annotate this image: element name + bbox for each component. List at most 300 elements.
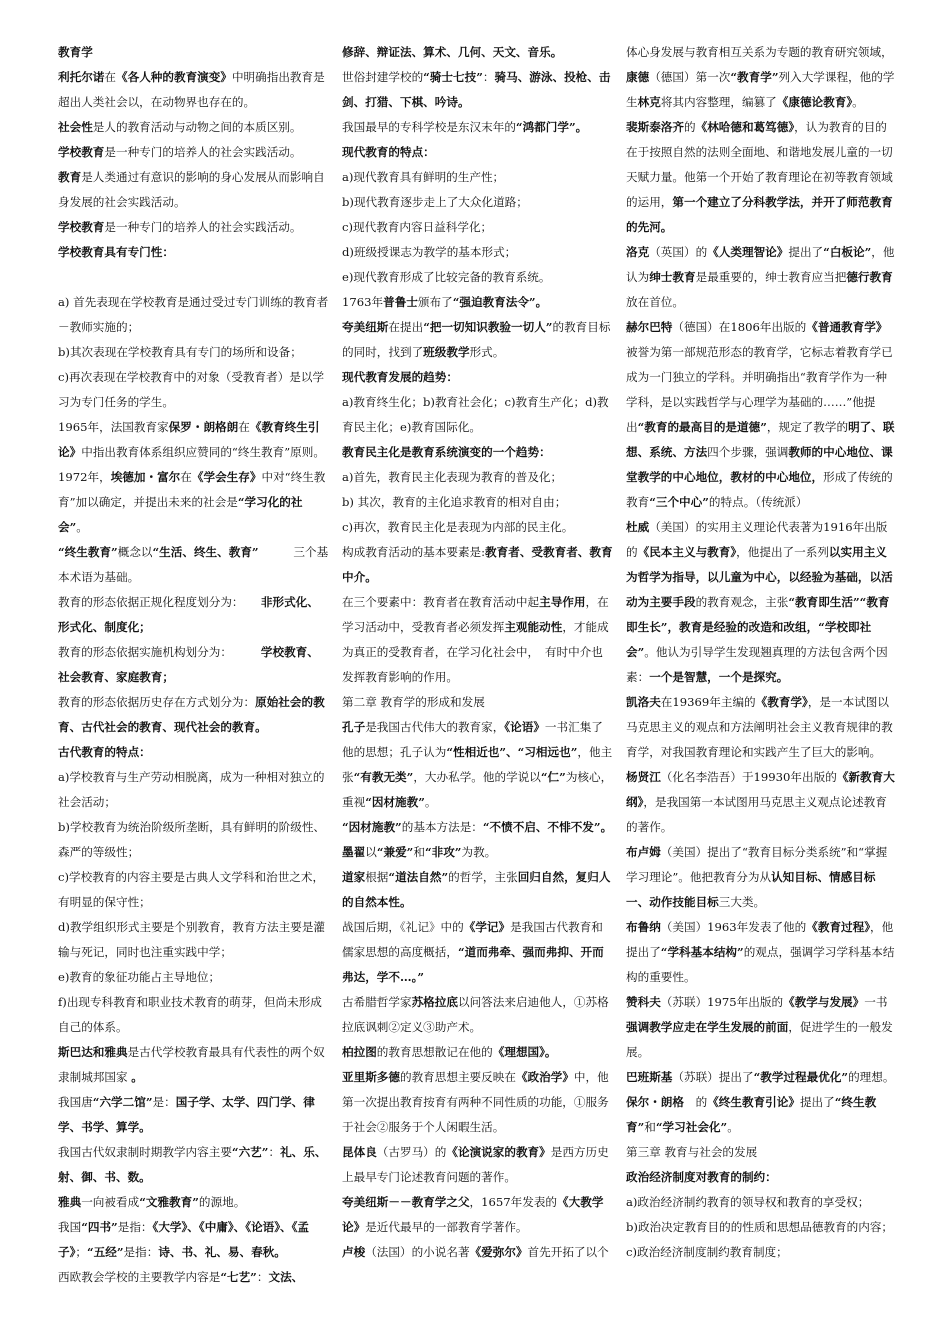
text-run: ，他主张 <box>342 745 613 784</box>
bold-text: 《学会生存》 <box>191 470 262 484</box>
bold-text: “生活、终生、教育” <box>152 545 259 559</box>
bold-text: 社会性 <box>58 120 93 134</box>
paragraph <box>342 165 614 190</box>
paragraph <box>58 865 330 915</box>
paragraph <box>58 365 330 415</box>
paragraph <box>58 1040 330 1090</box>
bold-text: 《康德论教育》 <box>776 95 853 109</box>
text-run: ，是一本试图以马克思主义的观点和方法阐明社会主义教育规律的教育学，对我国教育理论和实践产生了巨大的影响。 <box>626 695 893 759</box>
bold-text: 《教学与发展》 <box>783 995 865 1009</box>
bold-text: “四书” <box>81 1220 118 1234</box>
bold-text: 《论演说家的教育》 <box>446 1145 551 1159</box>
bold-text: “终生教育” <box>58 545 118 559</box>
paragraph <box>58 415 330 465</box>
paragraph <box>342 990 614 1040</box>
text-run: f)出现专科教育和职业技术教育的萌芽，但尚未形成自己的体系。 <box>58 995 322 1034</box>
text-run: 我国 <box>58 1220 82 1234</box>
text-run: 体心身发展与教育相互关系为专题的教育研究领域， <box>626 45 893 59</box>
bold-text: 文法、 <box>268 1270 304 1284</box>
bold-text: 保尔・朗格 <box>626 1095 684 1109</box>
paragraph <box>58 1215 330 1265</box>
paragraph <box>58 990 330 1040</box>
text-run: ，是我国第一本试图用马克思主义观点论述教育的著作。 <box>626 795 887 834</box>
paragraph <box>58 40 330 65</box>
text-run: 中，他第一次提出教育按育有两种不同性质的功能，①服务于社会②服务于个人闲暇生活。 <box>342 1070 609 1134</box>
text-run: 。 <box>76 520 88 534</box>
text-run: ，他提出了一系列 <box>736 545 829 559</box>
text-run: ： <box>256 1270 269 1284</box>
bold-text: 巴班斯基 <box>626 1070 673 1084</box>
text-run: 。他认为引导学生发现翘真理的方法包含两个因素： <box>626 645 888 684</box>
paragraph <box>342 315 614 365</box>
text-run: 是指： <box>117 1220 153 1234</box>
text-run: 第二章 教育学的形成和发展 <box>342 695 485 709</box>
bold-text: 康德 <box>626 70 650 84</box>
bold-text: 布鲁纳 <box>626 920 661 934</box>
paragraph <box>58 690 330 740</box>
bold-text: 《新教育大纲》 <box>626 770 895 809</box>
paragraph <box>626 840 898 915</box>
text-run: 被誉为第一部规范形态的教育学，它标志着教育学已成为一门独立的学科。并明确指出“教育学作为一种学科，是以实践哲学与心理学为基础的……”他提出 <box>626 345 893 434</box>
text-run: d)教学组织形式主要是个别教育，教育方法主要是灌输与死记，同时也注重实践中学； <box>58 920 326 959</box>
paragraph <box>58 140 330 165</box>
text-run: 一书 <box>864 995 888 1009</box>
text-run: 的特点。（传统派） <box>708 495 808 509</box>
bold-text: 《普通教育学》 <box>806 320 888 334</box>
bold-text: 《民本主义与教育》 <box>637 545 737 559</box>
bold-text: 学校教育 <box>58 220 105 234</box>
bold-text: 普鲁士 <box>383 295 418 309</box>
bold-text: 《各人种的教育演变》 <box>116 70 232 84</box>
text-run: b)其次表现在学校教育具有专门的场所和设备； <box>58 345 302 359</box>
bold-text: 政治经济制度对教育的制约： <box>626 1170 777 1184</box>
text-run: 的基本方法是： <box>401 820 483 834</box>
paragraph <box>342 840 614 865</box>
bold-text: 《论语》 <box>504 720 545 734</box>
bold-text: 斯巴达和雅典 <box>58 1045 128 1059</box>
bold-text: “道法自然” <box>388 870 449 884</box>
bold-text: “终生教育” <box>626 1095 877 1134</box>
paragraph <box>626 690 898 765</box>
bold-text: 赞科夫 <box>626 995 661 1009</box>
bold-text: 埃德加・富尔 <box>110 470 181 484</box>
text-run: 四个步骤，强调 <box>707 445 789 459</box>
text-run: 在 <box>180 470 192 484</box>
paragraph <box>58 65 330 115</box>
text-run: 是最重要的，绅士教育应当把 <box>695 270 847 284</box>
text-run: 是人的教育活动与动物之间的本质区别。 <box>92 120 302 134</box>
bold-text: 林克 <box>637 95 661 109</box>
paragraph <box>626 1140 898 1165</box>
bold-text: 修辞、辩证法、算术、几何、天文、音乐。 <box>342 45 563 59</box>
bold-text: “七艺” <box>220 1270 257 1284</box>
text-run: （美国）1963年发表了他的 <box>660 920 807 934</box>
paragraph <box>626 515 898 690</box>
paragraph <box>626 1065 898 1090</box>
paragraph <box>626 1165 898 1190</box>
text-run: 和 <box>413 845 425 859</box>
text-run: 战国后期，《礼记》中的 <box>342 920 464 934</box>
bold-text: 《政治学》 <box>515 1070 574 1084</box>
paragraph <box>342 240 614 265</box>
paragraph <box>342 365 614 390</box>
text-run: ，认为教育的目的在于按照自然的法则全面地、和谐地发展儿童的一切天赋力量。他第一个开始了教育理论在初等教育领域的运用， <box>626 120 893 209</box>
text-run: 提出了 <box>788 245 824 259</box>
paragraph <box>342 715 614 815</box>
bold-text: 夸美纽斯 <box>342 320 389 334</box>
text-run: （美国）的实用主义理论代表著为1916年出版的 <box>626 520 888 559</box>
text-run: 以 <box>365 845 377 859</box>
text-run: 提出了 <box>799 1095 835 1109</box>
text-run: 三个基本术语为基础。 <box>58 545 329 584</box>
bold-text: “白板论” <box>823 245 872 259</box>
text-run: 的教育目标的同时，找到了 <box>342 320 611 359</box>
bold-text: 学校教育具有专门性： <box>58 245 174 259</box>
bold-text: 教师的中心地位、课堂教学的中心地位，教材的中心地位， <box>626 445 893 484</box>
paragraph <box>342 290 614 315</box>
bold-text: 班级教学 <box>423 345 470 359</box>
text-column-1 <box>58 40 330 1290</box>
paragraph <box>342 465 614 490</box>
bold-text: 卢梭 <box>342 1245 366 1259</box>
paragraph <box>58 340 330 365</box>
text-run: ，1657年发表的 <box>469 1195 558 1209</box>
bold-text: 教育者、受教育者、教育中介。 <box>342 545 613 584</box>
text-run: 我国唐 <box>58 1095 93 1109</box>
bold-text: 雅典 <box>58 1195 82 1209</box>
paragraph <box>342 915 614 990</box>
bold-text: “六艺” <box>231 1145 269 1159</box>
bold-text: “不愤不启、不悱不发”。 <box>482 820 613 834</box>
bold-text: 《教育过程》 <box>806 920 871 934</box>
paragraph <box>58 1090 330 1140</box>
text-run: ： <box>268 1145 281 1159</box>
paragraph <box>342 40 614 65</box>
text-run: 是我国古代伟大的教育家， <box>365 720 505 734</box>
text-run: 在三个要素中：教育者在教育活动中起 <box>342 595 540 609</box>
bold-text: 教育学 <box>58 45 93 59</box>
bold-text: “因材施教” <box>365 795 425 809</box>
bold-text: 《人类理智论》 <box>707 245 789 259</box>
paragraph <box>626 1240 898 1265</box>
paragraph <box>58 540 330 590</box>
text-run: c)现代教育内容日益科学化； <box>342 220 493 234</box>
paragraph <box>342 215 614 240</box>
bold-text: 礼、乐、射、御、书、数。 <box>58 1145 327 1184</box>
paragraph <box>626 315 898 515</box>
paragraph <box>58 740 330 765</box>
text-run: 构成教育活动的基本要素是: <box>342 545 486 559</box>
bold-text: “强迫教育法令”。 <box>452 295 548 309</box>
bold-text: 教育 <box>58 170 82 184</box>
paragraph <box>626 240 898 315</box>
paragraph <box>342 190 614 215</box>
text-run: ，大办私学。他的学说以 <box>413 770 541 784</box>
bold-text: 《终生教育引论》 <box>707 1095 800 1109</box>
bold-text: “三个中心” <box>649 495 709 509</box>
paragraph <box>626 1215 898 1240</box>
text-run: 是古代学校教育最具有代表性的两个奴隶制城邦国家 <box>58 1045 325 1084</box>
text-run: 1763年 <box>342 295 384 309</box>
paragraph <box>626 990 898 1065</box>
bold-text: 。 <box>131 1070 143 1084</box>
paragraph <box>342 590 614 690</box>
bold-text: 墨翟 <box>342 845 366 859</box>
text-run: 1965年，法国教育家 <box>58 420 169 434</box>
text-run: 是： <box>152 1095 176 1109</box>
bold-text: “教育的最高目的是道德” <box>637 420 767 434</box>
bold-text: 《学记》 <box>463 920 511 934</box>
text-run: 在 <box>104 70 116 84</box>
bold-text: “因材施教” <box>342 820 402 834</box>
paragraph <box>58 215 330 240</box>
bold-text: “教育即生活”“教育即生长”，教育是经验的改造和改组，“学校即社会” <box>626 595 890 659</box>
bold-text: “非攻” <box>424 845 462 859</box>
text-run: 我国最早的专科学校是东汉末年的 <box>342 120 516 134</box>
text-run: ，促进学生的一般发展。 <box>626 1020 893 1059</box>
bold-text: 诗、书、礼、易、春秋。 <box>158 1245 286 1259</box>
text-run: 在提出 <box>388 320 424 334</box>
bold-text: “六学二馆” <box>92 1095 153 1109</box>
text-run: ，在学习活动中，受教育者必须发挥 <box>342 595 609 634</box>
bold-text: 绅士教育 <box>649 270 696 284</box>
text-run: a)首先，教育民主化表现为教育的普及化； <box>342 470 563 484</box>
bold-text: 一个是智慧，一个是探究。 <box>649 670 789 684</box>
bold-text: 古代教育的特点： <box>58 745 151 759</box>
paragraph <box>626 765 898 840</box>
paragraph <box>342 1040 614 1065</box>
text-run: 古希腊哲学家 <box>342 995 412 1009</box>
text-run: e)现代教育形成了比较完备的教育系统。 <box>342 270 551 284</box>
text-run: a)现代教育具有鲜明的生产性； <box>342 170 505 184</box>
bold-text: 《大教学论》 <box>342 1195 604 1234</box>
text-run: a)政治经济制约教育的领导权和教育的享受权； <box>626 1195 870 1209</box>
text-run: 教育的形态依据实施机构划分为： <box>58 645 261 659</box>
text-run: 概念以 <box>117 545 153 559</box>
text-run: （英国）的 <box>649 245 708 259</box>
paragraph <box>58 765 330 815</box>
text-run: 中指出教育体系组织应赞同的“终生教育”原则。 <box>81 445 325 459</box>
bold-text: 现代教育的特点： <box>342 145 435 159</box>
text-run: 在19369年主编的 <box>660 695 756 709</box>
text-run: 为核心，重视 <box>342 770 613 809</box>
bold-text: 第一个建立了分科教学法，并开了师范教育的先河。 <box>626 195 893 234</box>
text-run: b)政治决定教育目的的性质和思想品德教育的内容； <box>626 1220 894 1234</box>
paragraph <box>58 1265 330 1290</box>
paragraph <box>342 515 614 540</box>
text-column-3 <box>626 40 898 1265</box>
text-run: 的 <box>683 120 696 134</box>
bold-text: 强调教学应走在学生发展的前面 <box>626 1020 789 1034</box>
bold-text: 《教育终生引论》 <box>58 420 320 459</box>
text-run: 西欧教会学校的主要教学内容是 <box>58 1270 221 1284</box>
paragraph <box>342 390 614 440</box>
text-run: 颁布了 <box>417 295 453 309</box>
text-run: 中对“终生教育”加以确定，并提出未来的社会是 <box>58 470 326 509</box>
bold-text: 《爱弥尔》 <box>469 1245 528 1259</box>
text-run: 是人类通过有意识的影响的身心发展从而影响自身发展的社会实践活动。 <box>58 170 325 209</box>
paragraph <box>626 915 898 990</box>
paragraph <box>58 1140 330 1190</box>
text-run: 是西方历史上最早专门论述教育问题的著作。 <box>342 1145 609 1184</box>
text-run: 的理想。 <box>848 1070 895 1084</box>
bold-text: “鸿都门学”。 <box>515 120 588 134</box>
bold-text: 孔子 <box>342 720 366 734</box>
text-run: c)学校教育的内容主要是古典人文学科和治世之术，有明显的保守性； <box>58 870 325 909</box>
bold-text: 《教育学》 <box>755 695 808 709</box>
bold-text: 明了、联想、系统、方法 <box>626 420 895 459</box>
paragraph <box>58 965 330 990</box>
bold-text: 杜威 <box>626 520 650 534</box>
text-run: 将其内容整理，编篡了 <box>660 95 777 109</box>
text-run: d)班级授课志为教学的基本形式； <box>342 245 517 259</box>
text-run: 三大类。 <box>718 895 766 909</box>
text-run: 中明确指出教育是超出人类社会以，在动物界也存在的。 <box>58 70 325 109</box>
bold-text: 现代教育发展的趋势： <box>342 370 458 384</box>
text-run: 是一种专门的培养人的社会实践活动。 <box>104 145 302 159</box>
paragraph <box>58 465 330 540</box>
bold-text: 教育民主化是教育系统演变的一个趋势： <box>342 445 551 459</box>
paragraph <box>58 590 330 640</box>
paragraph <box>626 1090 898 1140</box>
bold-text: “有教无类” <box>353 770 414 784</box>
text-run: 的 <box>683 1095 708 1109</box>
bold-text: 《林哈德和葛笃德》 <box>695 120 795 134</box>
bold-text: “道而弗牵、强而弗抑、开而弗达，学不…。” <box>342 945 604 984</box>
text-run: ，规定了教学的 <box>766 420 849 434</box>
text-run: 一向被看成 <box>81 1195 140 1209</box>
bold-text: “文雅教育” <box>139 1195 199 1209</box>
bold-text: 布卢姆 <box>626 845 661 859</box>
text-run: 的哲学，主张 <box>448 870 518 884</box>
bold-text: 学校教育、社会教育、家庭教育； <box>58 645 319 684</box>
text-run: 首先开拓了以个 <box>527 1245 609 1259</box>
paragraph <box>342 815 614 840</box>
paragraph <box>342 690 614 715</box>
bold-text: 赫尔巴特 <box>626 320 673 334</box>
bold-text: 《大学》、《中庸》、《论语》、《孟子》 <box>58 1220 310 1259</box>
text-run: 。 <box>424 795 437 809</box>
text-run: （美国）提出了“教育目标分类系统”和“掌握学习理论”。他把教育分为从 <box>626 845 888 884</box>
paragraph <box>342 865 614 915</box>
bold-text: 主观能动性 <box>504 620 563 634</box>
text-run: （古罗马）的 <box>376 1145 447 1159</box>
paragraph <box>342 1240 614 1265</box>
bold-text: 国子学、太学、四门学、律学、书学、算学。 <box>58 1095 315 1134</box>
text-run: （苏联）1975年出版的 <box>660 995 784 1009</box>
bold-text: 杨贤江 <box>626 770 661 784</box>
text-run: 1972年， <box>58 470 111 484</box>
text-run: 一书汇集了他的思想；孔子认为 <box>342 720 603 759</box>
text-run: 为教。 <box>461 845 497 859</box>
paragraph <box>342 1065 614 1140</box>
text-run: b)学校教育为统治阶级所垄断，具有鲜明的阶级性、森严的等级性； <box>58 820 326 859</box>
text-run: 列入大学课程，他的学生 <box>626 70 895 109</box>
bold-text: “把一切知识教验一切人” <box>423 320 553 334</box>
paragraph <box>58 165 330 215</box>
bold-text: 保罗・朗格朗 <box>168 420 239 434</box>
bold-text: “教育学” <box>730 70 779 84</box>
bold-text: 昆体良 <box>342 1145 377 1159</box>
text-run: b) 其次，教育的主化追求教育的相对自由； <box>342 495 567 509</box>
text-run: ，才能成为真正的受教育者，在学习化社会中， 有时中介也发挥教育影响的作用。 <box>342 620 609 684</box>
text-run: c)政治经济制度制约教育制度； <box>626 1245 788 1259</box>
paragraph <box>58 640 330 690</box>
paragraph <box>342 65 614 115</box>
text-run: a)教育终生化；b)教育社会化；c)教育生产化；d)教育民主化；e)教育国际化。 <box>342 395 609 434</box>
text-run: ； <box>75 1245 87 1259</box>
paragraph <box>342 490 614 515</box>
paragraph <box>58 240 330 265</box>
blank-line <box>58 265 330 290</box>
paragraph <box>58 115 330 140</box>
text-run: 以问答法来启迪他人，①苏格拉底讽刺②定义③助产术。 <box>342 995 609 1034</box>
text-run: 根据 <box>365 870 389 884</box>
paragraph <box>58 915 330 965</box>
text-run: c)再次，教育民主化是表现为内部的民主化。 <box>342 520 574 534</box>
text-run: 第三章 教育与社会的发展 <box>626 1145 758 1159</box>
bold-text: 亚里斯多德 <box>342 1070 400 1084</box>
bold-text: 洛克 <box>626 245 650 259</box>
text-run: （法国）的小说名著 <box>365 1245 470 1259</box>
paragraph <box>342 1190 614 1240</box>
bold-text: 非形式化、形式化、制度化； <box>58 595 319 634</box>
bold-text: 裴斯泰洛齐 <box>626 120 684 134</box>
bold-text: 骑马、游泳、投枪、击剑、打猎、下棋、吟诗。 <box>342 70 611 109</box>
paragraph <box>342 440 614 465</box>
bold-text: 主导作用 <box>539 595 586 609</box>
text-run: ，他认为 <box>626 245 895 284</box>
text-run: 世俗封建学校的 <box>342 70 424 84</box>
paragraph <box>626 40 898 115</box>
paragraph <box>342 115 614 140</box>
text-run: 和 <box>644 1120 656 1134</box>
bold-text: “学习社会化” <box>655 1120 728 1134</box>
bold-text: “五经” <box>87 1245 124 1259</box>
text-run: 是一种专门的培养人的社会实践活动。 <box>104 220 302 234</box>
paragraph <box>342 1140 614 1190</box>
paragraph <box>626 1190 898 1215</box>
text-run: 的观点，强调学习学科基本结构的重要性。 <box>626 945 895 984</box>
text-run: 形成了传统的教育 <box>626 470 893 509</box>
bold-text: 道家 <box>342 870 366 884</box>
paragraph <box>58 1190 330 1215</box>
text-run: （德国）在1806年出版的 <box>672 320 807 334</box>
bold-text: 认知目标、情感目标一、动作技能目标 <box>626 870 876 909</box>
bold-text: 苏格拉底 <box>411 995 458 1009</box>
text-run: a)学校教育与生产劳动相脱离，成为一种相对独立的社会活动； <box>58 770 325 809</box>
text-run: 是指： <box>123 1245 159 1259</box>
text-run: 我国古代奴隶制时期教学内容主要 <box>58 1145 232 1159</box>
bold-text: “兼爱” <box>376 845 414 859</box>
bold-text: “学习化的社会” <box>58 495 303 534</box>
bold-text: “教学过程最优化” <box>753 1070 849 1084</box>
paragraph <box>342 140 614 165</box>
text-run: b)现代教育逐步走上了大众化道路； <box>342 195 528 209</box>
text-run: a) 首先表现在学校教育是通过受过专门训练的教育者－教师实施的； <box>58 295 329 334</box>
text-run: 的教育思想散记在他的 <box>376 1045 493 1059</box>
text-run: （德国）第一次 <box>649 70 731 84</box>
paragraph <box>342 265 614 290</box>
text-run: 教育的形态依据历史存在方式划分为： <box>58 695 256 709</box>
bold-text: 柏拉图 <box>342 1045 377 1059</box>
bold-text: “学科基本结构” <box>660 945 744 959</box>
bold-text: 回归自然，复归人的自然本性。 <box>342 870 611 909</box>
text-run: 在 <box>238 420 250 434</box>
bold-text: 利托尔诺 <box>58 70 105 84</box>
paragraph <box>58 815 330 865</box>
bold-text: “骑士七技” <box>423 70 483 84</box>
